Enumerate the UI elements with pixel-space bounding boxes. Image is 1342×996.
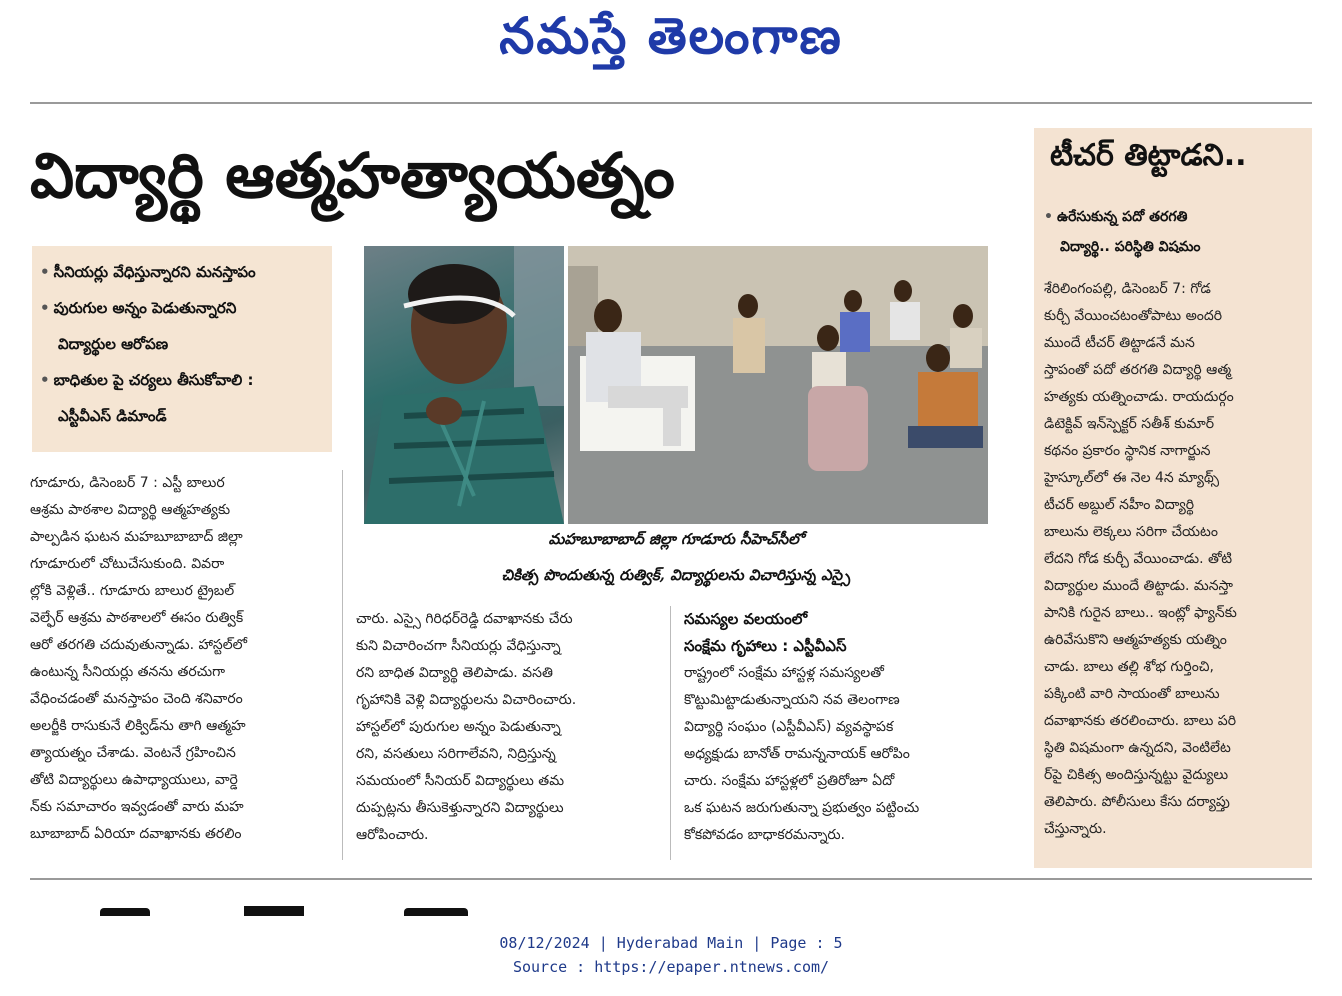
text-line: హైస్కూల్‌లో ఈ నెల 4న మ్యాథ్స్	[1044, 470, 1220, 486]
text-line: పక్కింటి వారి సాయంతో బాలును	[1044, 686, 1220, 702]
text-line: త్యాయత్నం చేశాడు. వెంటనే గ్రహించిన	[30, 745, 236, 761]
text-line: వేధించడంతో మనస్తాపం చెంది శనివారం	[30, 691, 243, 707]
text-line: దుప్పట్లను తీసుకెళ్తున్నారని విద్యార్థులు	[356, 800, 564, 816]
text-line: పానికి గురైన బాలు.. ఇంట్లో ఫ్యాన్‌కు	[1044, 605, 1237, 621]
text-line: డిటెక్టివ్ ఇన్‌స్పెక్టర్ సతీశ్ కుమార్	[1044, 416, 1214, 432]
text-line: బూబాబాద్ ఏరియా దవాఖానకు తరలిం	[30, 826, 242, 842]
photo-caption-line-2: చికిత్స పొందుతున్న రుత్విక్, విద్యార్థులను విచారిస్తున్న ఎస్సై	[501, 566, 851, 584]
bullet-item: • పురుగుల అన్నం పెడుతున్నారని	[40, 299, 237, 317]
text-line: రాష్ట్రంలో సంక్షేమ హాస్టళ్ల సమస్యలతో	[684, 665, 884, 681]
article-column-3	[684, 606, 988, 849]
column-divider	[670, 606, 671, 860]
text-line: ర్‌పై చికిత్స అందిస్తున్నట్టు వైద్యులు	[1044, 767, 1229, 783]
text-line: స్తాపంతో పదో తరగతి విద్యార్థి ఆత్మ	[1044, 362, 1232, 378]
side-story-bullet: • ఉరేసుకున్న పదో తరగతి	[1044, 209, 1188, 225]
text-line: కోకపోవడం బాధాకరమన్నారు.	[684, 827, 846, 843]
bullet-item: • బాధితుల పై చర్యలు తీసుకోవాలి :	[40, 371, 254, 389]
bottom-rule	[30, 878, 1312, 880]
text-line: హాస్టల్‌లో పురుగుల అన్నం పెడుతున్నా	[356, 719, 561, 735]
text-line: చారు. ఎస్సై గిరిధర్‌రెడ్డి దవాఖానకు చేరు	[356, 611, 573, 627]
sub-headline: సమస్యల వలయంలో	[684, 610, 808, 628]
text-line: పాల్పడిన ఘటన మహబూబాబాద్ జిల్లా	[30, 529, 243, 545]
text-line: శేరిలింగంపల్లి, డిసెంబర్ 7: గోడ	[1044, 281, 1211, 297]
top-rule	[30, 102, 1312, 104]
text-line: ఒక ఘటన జరుగుతున్నా ప్రభుత్వం పట్టించు	[684, 800, 920, 816]
article-column-1	[30, 470, 332, 848]
text-line: లేదని గోడ కుర్చీ వేయించాడు. తోటి	[1044, 551, 1233, 567]
text-line: గూడూరు, డిసెంబర్ 7 : ఎస్టీ బాలుర	[30, 475, 225, 491]
text-line: అధ్యక్షుడు బానోత్ రామన్ననాయక్ ఆరోపిం	[684, 746, 910, 762]
text-line: ఉరివేసుకొని ఆత్మహత్యకు యత్నిం	[1044, 632, 1227, 648]
text-line: తోటి విద్యార్థులు ఉపాధ్యాయులు, వార్డె	[30, 772, 238, 788]
text-line: ఆరో తరగతి చదువుతున్నాడు. హాస్టల్‌లో	[30, 637, 248, 653]
text-line: హత్యకు యత్నించాడు. రాయదుర్గం	[1044, 389, 1234, 405]
text-line: దవాఖానకు తరలించారు. బాలు పరి	[1044, 713, 1237, 729]
photo-police-students	[568, 246, 988, 524]
text-line: విద్యార్థుల ముందే తిట్టాడు. మనస్తా	[1044, 578, 1233, 594]
text-line: ల్లోకి వెళ్లితే.. గూడూరు బాలుర ట్రైబల్	[30, 583, 235, 599]
photo-caption-line-1: మహబూబాబాద్ జిల్లా గూడూరు సీహెచ్‌సీలో	[548, 530, 804, 548]
text-line: కుని విచారించగా సీనియర్లు వేధిస్తున్నా	[356, 638, 561, 654]
bullet-item: • సీనియర్లు వేధిస్తున్నారని మనస్తాపం	[40, 263, 256, 281]
footer-source: Source : https://epaper.ntnews.com/	[512, 958, 830, 976]
text-line: రని, వసతులు సరిగాలేవని, నిద్రిస్తున్న	[356, 746, 556, 762]
next-article-fragment	[404, 908, 468, 916]
text-line: రని బాధిత విద్యార్థి తెలిపాడు. వసతి	[356, 665, 553, 681]
text-line: సమయంలో సీనియర్ విద్యార్థులు తమ	[356, 773, 565, 789]
article-column-2	[356, 606, 660, 849]
side-story-bullet-continued: విద్యార్థి.. పరిస్థితి విషమం	[1060, 239, 1201, 255]
headline: విద్యార్థి ఆత్మహత్యాయత్నం	[30, 139, 675, 212]
photo-student-hospital	[364, 246, 564, 524]
text-line: వెల్ఫేర్ ఆశ్రమ పాఠశాలలో ఈసం రుత్విక్	[30, 610, 244, 626]
column-divider	[342, 470, 343, 860]
footer-date-edition: 08/12/2024 | Hyderabad Main | Page : 5	[499, 934, 843, 952]
text-line: కుర్చీ వేయించటంతోపాటు అందరి	[1044, 308, 1223, 324]
highlight-bullets	[32, 246, 332, 452]
text-line: చేస్తున్నారు.	[1044, 821, 1107, 837]
text-line: బాలును లెక్కలు సరిగా చేయటం	[1044, 524, 1218, 540]
text-line: చాడు. బాలు తల్లి శోభ గుర్తించి,	[1044, 659, 1214, 675]
footer-band	[0, 916, 1342, 996]
bullet-item-continued: విద్యార్థుల ఆరోపణ	[58, 335, 169, 353]
bullet-item-continued: ఎస్టీవీఎస్ డిమాండ్	[58, 407, 167, 425]
sub-headline: సంక్షేమ గృహాలు : ఎస్టీవీఎస్	[684, 637, 847, 655]
masthead-logo: నమస్తే తెలంగాణ	[499, 6, 843, 65]
text-line: స్థితి విషమంగా ఉన్నదని, వెంటిలేట	[1044, 740, 1231, 756]
text-line: కథనం ప్రకారం స్థానిక నాగార్జున	[1044, 443, 1211, 459]
text-line: ఉంటున్న సీనియర్లు తనను తరచుగా	[30, 664, 226, 680]
text-line: ముందే టీచర్ తిట్టాడనే మన	[1044, 335, 1195, 351]
text-line: న్‌కు సమాచారం ఇవ్వడంతో వారు మహ	[30, 799, 244, 815]
text-line: చారు. సంక్షేమ హాస్టళ్లలో ప్రతిరోజూ ఏదో	[684, 773, 895, 789]
text-line: తెలిపారు. పోలీసులు కేసు దర్యాప్తు	[1044, 794, 1230, 810]
text-line: టీచర్ అబ్దుల్ నహీం విద్యార్థి	[1044, 497, 1195, 513]
text-line: ఆరోపించారు.	[356, 827, 429, 843]
text-line: కొట్టుమిట్టాడుతున్నాయని నవ తెలంగాణ	[684, 692, 900, 708]
next-article-fragment	[100, 908, 150, 916]
text-line: ఆశ్రమ పాఠశాల విద్యార్థి ఆత్మహత్యకు	[30, 502, 231, 518]
text-line: అలర్జీకి రాసుకునే లిక్విడ్‌ను తాగి ఆత్మహ	[30, 718, 246, 734]
text-line: గూడూరులో చోటుచేసుకుంది. వివరా	[30, 556, 225, 572]
text-line: గృహానికి వెళ్లి విద్యార్థులను విచారించారు.	[356, 692, 577, 708]
text-line: విద్యార్థి సంఘం (ఎస్టీవీఎస్) వ్యవస్థాపక	[684, 719, 894, 735]
side-story-title: టీచర్ తిట్టాడని..	[1050, 138, 1247, 173]
next-article-fragment	[244, 906, 304, 916]
side-story-body	[1044, 276, 1306, 843]
